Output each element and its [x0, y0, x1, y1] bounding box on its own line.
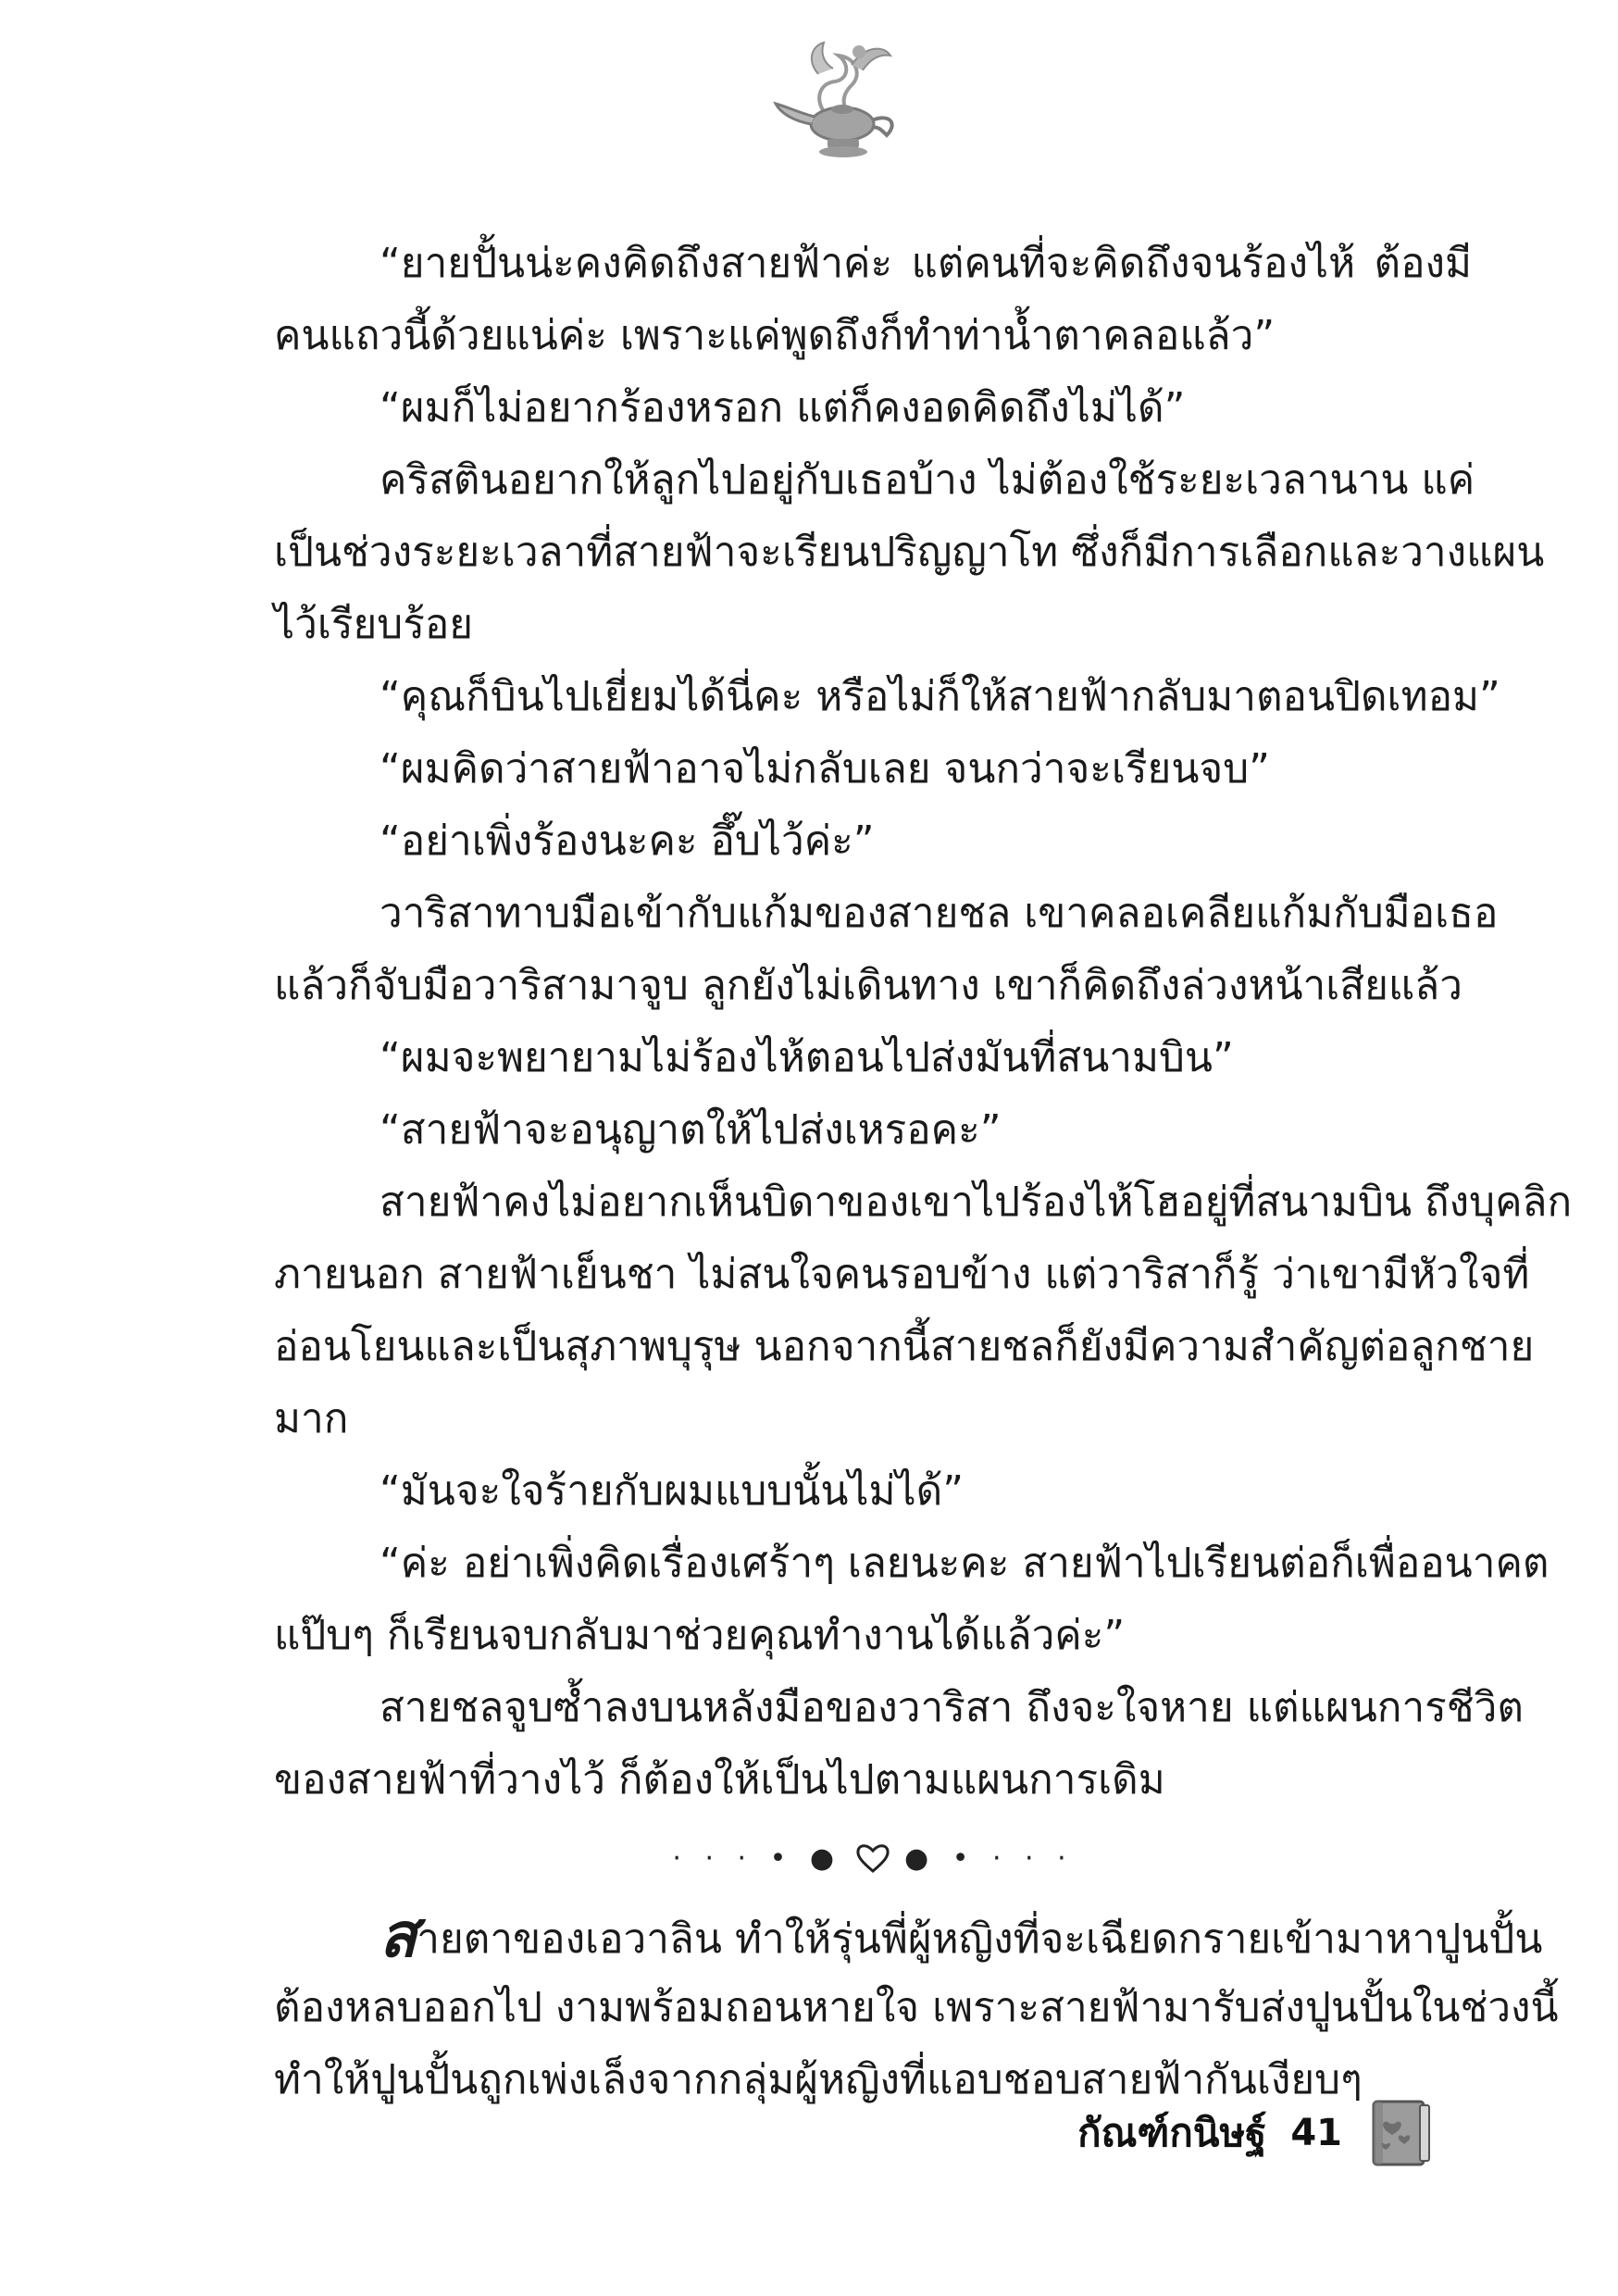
- text-line: “ผมคิดว่าสายฟ้าอาจไม่กลับเลย จนกว่าจะเรียนจบ”: [380, 745, 1270, 792]
- section-first-line-text: ายตาของเอวาลิน ทำให้รุ่นพี่ผู้หญิงที่จะเฉียดกรายเข้ามาหาปูนปั้น: [417, 1915, 1543, 1963]
- page-footer: [1077, 2094, 1437, 2172]
- text-line: คนแถวนี้ด้วยแน่ค่ะ เพราะแค่พูดถึงก็ทำท่าน้ำตาคลอแล้ว”: [274, 312, 1276, 359]
- text-line: “สายฟ้าจะอนุญาตให้ไปส่งเหรอคะ”: [380, 1106, 1002, 1154]
- text-line: ของสายฟ้าที่วางไว้ ก็ต้องให้เป็นไปตามแผนการเดิม: [274, 1756, 1165, 1803]
- text-line: มาก: [274, 1395, 349, 1442]
- text-line: “คุณก็บินไปเยี่ยมได้นี่คะ หรือไม่ก็ให้สายฟ้ากลับมาตอนปิดเทอม”: [380, 673, 1500, 720]
- text-line: “ผมจะพยายามไม่ร้องไห้ตอนไปส่งมันที่สนามบิน”: [380, 1034, 1234, 1081]
- text-line: สายชลจูบซ้ำลงบนหลังมือของวาริสา ถึงจะใจหาย แต่แผนการชีวิต: [380, 1684, 1524, 1731]
- text-line: วาริสาทาบมือเข้ากับแก้มของสายชล เขาคลอเคลียแก้มกับมือเธอ: [380, 890, 1499, 937]
- text-line: แป๊บๆ ก็เรียนจบกลับมาช่วยคุณทำงานได้แล้วค่ะ”: [274, 1612, 1126, 1659]
- text-line: ต้องหลบออกไป งามพร้อมถอนหายใจ เพราะสายฟ้ามารับส่งปูนปั้นในช่วงนี้: [274, 1984, 1559, 2031]
- text-line: “ยายปั้นน่ะคงคิดถึงสายฟ้าค่ะ แต่คนที่จะคิดถึงจนร้องไห้ ต้องมี: [380, 240, 1472, 287]
- body-text: [274, 228, 1573, 2116]
- text-line: อ่อนโยนและเป็นสุภาพบุรุษ นอกจากนี้สายชลก็ยังมีความสำคัญต่อลูกชาย: [274, 1323, 1535, 1370]
- text-line: สายฟ้าคงไม่อยากเห็นบิดาของเขาไปร้องไห้โฮอยู่ที่สนามบิน ถึงบุคลิก: [380, 1179, 1573, 1226]
- text-line: ภายนอก สายฟ้าเย็นชา ไม่สนใจคนรอบข้าง แต่วาริสาก็รู้ ว่าเขามีหัวใจที่: [274, 1251, 1530, 1298]
- scene-break-divider: [274, 1816, 1472, 1900]
- text-line: ไว้เรียบร้อย: [274, 601, 474, 648]
- drop-cap: ส: [380, 1900, 417, 1971]
- text-line: เป็นช่วงระยะเวลาที่สายฟ้าจะเรียนปริญญาโท ซึ่งก็มีการเลือกและวางแผน: [274, 529, 1545, 576]
- text-line: “ผมก็ไม่อยากร้องหรอก แต่ก็คงอดคิดถึงไม่ได้”: [380, 384, 1186, 431]
- text-line: คริสตินอยากให้ลูกไปอยู่กับเธอบ้าง ไม่ต้องใช้ระยะเวลานาน แค่: [380, 456, 1475, 504]
- author-name: กัณฑ์กนิษฐ์: [1077, 2110, 1267, 2155]
- text-line: “ค่ะ อย่าเพิ่งคิดเรื่องเศร้าๆ เลยนะคะ สายฟ้าไปเรียนต่อก็เพื่ออนาคต: [380, 1540, 1550, 1587]
- text-line: ทำให้ปูนปั้นถูกเพ่งเล็งจากกลุ่มผู้หญิงที่แอบชอบสายฟ้ากันเงียบๆ: [274, 2056, 1363, 2103]
- text-line: “อย่าเพิ่งร้องนะคะ อึ๊บไว้ค่ะ”: [380, 817, 875, 865]
- genie-lamp-icon: [763, 28, 911, 167]
- text-line: “มันจะใจร้ายกับผมแบบนั้นไม่ได้”: [380, 1467, 965, 1515]
- heart-outline-icon: [854, 1841, 891, 1875]
- page-number: 41: [1290, 2112, 1342, 2154]
- paragraph-lines: [274, 228, 1573, 1816]
- book-icon: [1366, 2096, 1437, 2170]
- section-first-line: [274, 1900, 1543, 1972]
- scene-break-dots-right: ● • · · ·: [904, 1841, 1074, 1875]
- scene-break-dots-left: · · · • ●: [672, 1841, 841, 1875]
- text-line: แล้วก็จับมือวาริสามาจูบ ลูกยังไม่เดินทาง เขาก็คิดถึงล่วงหน้าเสียแล้ว: [274, 962, 1462, 1009]
